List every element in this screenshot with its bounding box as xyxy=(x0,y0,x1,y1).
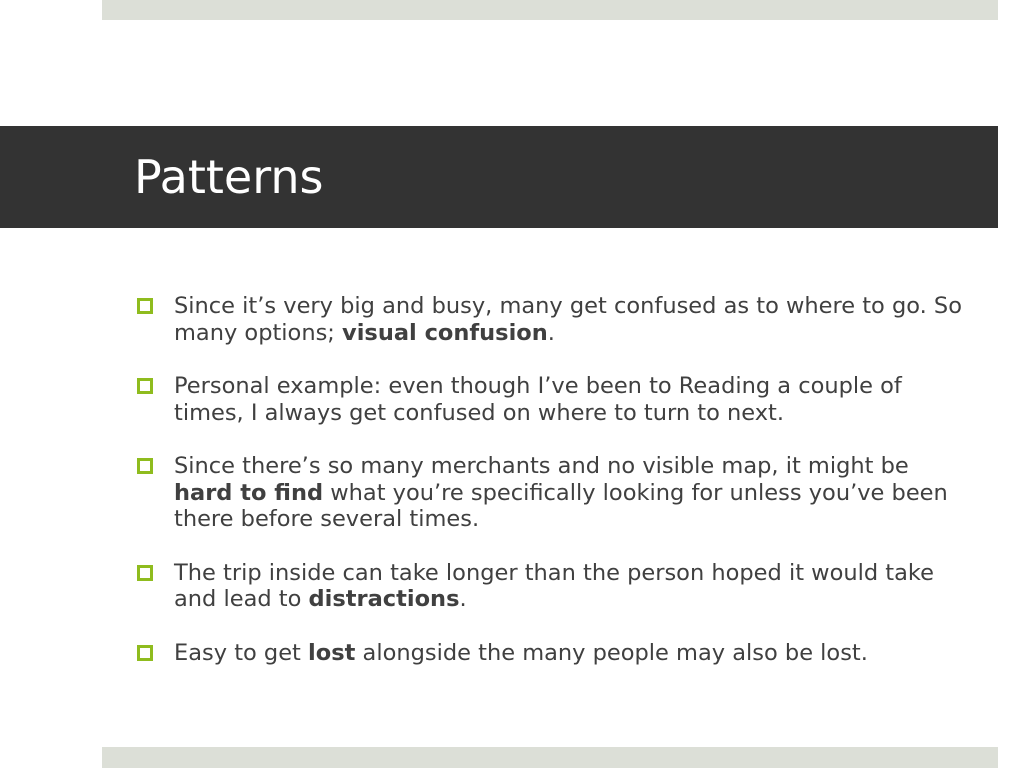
bullet-emphasis: hard to find xyxy=(174,479,324,506)
square-bullet-icon xyxy=(137,645,153,661)
square-bullet-icon xyxy=(137,378,153,394)
top-decorative-band xyxy=(102,0,998,20)
bullet-list xyxy=(136,293,966,693)
bullet-text: Since there’s so many merchants and no visible map, it might be xyxy=(174,453,909,479)
bullet-emphasis: distractions xyxy=(308,586,460,612)
bullet-text: Personal example: even though I’ve been to Reading a couple of times, I always get confused on where to turn to next. xyxy=(174,373,902,426)
slide-title: Patterns xyxy=(134,150,324,204)
bullet-item xyxy=(136,293,966,346)
bullet-text: The trip inside can take longer than the person hoped it would take and lead to xyxy=(174,559,934,612)
bullet-text-end: what you’re specifically looking for unless you’ve been there before several times. xyxy=(174,479,948,532)
bullet-item xyxy=(136,640,966,667)
bullet-text-end: . xyxy=(547,319,555,346)
square-bullet-icon xyxy=(137,565,153,581)
bottom-decorative-band xyxy=(102,747,998,768)
bullet-text: Easy to get xyxy=(174,639,309,666)
bullet-text: Since it’s very big and busy, many get confused as to where to go. So many options; xyxy=(174,293,962,346)
bullet-emphasis: lost xyxy=(308,639,356,666)
square-bullet-icon xyxy=(137,298,153,314)
bullet-text-end: . xyxy=(459,586,467,612)
bullet-item xyxy=(136,373,966,426)
bullet-emphasis: visual confusion xyxy=(342,319,548,346)
bullet-text-end: alongside the many people may also be lost. xyxy=(355,639,868,666)
bullet-item xyxy=(136,453,966,533)
square-bullet-icon xyxy=(137,458,153,474)
bullet-item xyxy=(136,560,966,613)
